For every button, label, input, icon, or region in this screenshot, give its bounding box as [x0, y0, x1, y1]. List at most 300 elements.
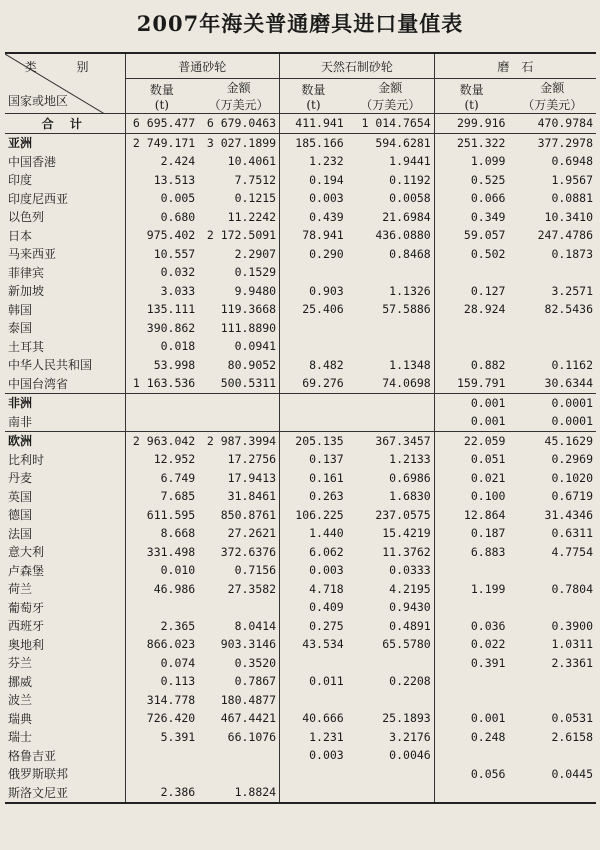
row-label: 泰国	[8, 321, 33, 336]
qty-cell: 0.349	[434, 208, 508, 227]
qty-cell: 2 963.042	[125, 431, 198, 450]
amt-cell	[347, 654, 434, 673]
qty-cell	[280, 337, 347, 356]
amt-cell: 30.6344	[544, 376, 593, 391]
amt-cell	[198, 393, 279, 412]
qty-header: 数量 (t)	[434, 79, 508, 114]
amt-header: 金额 （万美元）	[522, 81, 583, 112]
table-row	[5, 598, 596, 617]
qty-cell: 0.021	[434, 469, 508, 488]
amt-cell: 0.0001	[551, 414, 593, 429]
amt-cell	[508, 337, 596, 356]
amt-cell: 0.1192	[389, 172, 431, 187]
amt-cell: 17.2756	[227, 452, 277, 467]
qty-cell	[434, 561, 508, 580]
row-label: 英国	[8, 489, 33, 504]
table-row	[5, 152, 596, 171]
qty-cell: 0.001	[434, 709, 508, 728]
qty-cell	[434, 746, 508, 765]
qty-cell: 1.199	[434, 580, 508, 599]
amt-cell: 1.1326	[389, 283, 431, 298]
amt-cell: 7.7512	[234, 172, 277, 187]
qty-cell	[125, 393, 198, 412]
amt-cell: 9.9480	[234, 283, 277, 298]
qty-cell: 53.998	[125, 356, 198, 375]
table-row	[5, 543, 596, 562]
row-label: 俄罗斯联邦	[8, 767, 69, 782]
qty-cell: 0.439	[280, 208, 347, 227]
qty-cell: 0.001	[434, 393, 508, 412]
amt-cell: 0.1162	[551, 357, 593, 372]
qty-cell: 0.003	[280, 561, 347, 580]
amt-cell: 467.4421	[220, 711, 277, 726]
qty-cell: 0.005	[125, 189, 198, 208]
qty-cell: 0.022	[434, 635, 508, 654]
amt-cell: 0.9430	[389, 600, 431, 615]
qty-header: 数量 (t)	[280, 79, 347, 114]
amt-cell: 0.8468	[389, 246, 431, 261]
qty-cell: 5.391	[125, 728, 198, 747]
amt-cell: 436.0880	[375, 228, 431, 243]
qty-cell: 1.440	[280, 524, 347, 543]
amt-cell: 27.3582	[227, 581, 277, 596]
qty-cell: 0.409	[280, 598, 347, 617]
table-row	[5, 450, 596, 469]
qty-cell: 78.941	[280, 226, 347, 245]
table-row	[5, 245, 596, 264]
qty-cell	[434, 598, 508, 617]
amt-cell: 0.3900	[551, 618, 593, 633]
amt-cell: 65.5780	[382, 637, 431, 652]
amt-cell: 10.3410	[544, 209, 593, 224]
amt-cell	[198, 765, 279, 784]
table-row	[5, 487, 596, 506]
amt-cell	[198, 598, 279, 617]
qty-cell: 7.685	[125, 487, 198, 506]
amt-cell: 82.5436	[544, 302, 593, 317]
row-label: 以色列	[8, 210, 45, 225]
amt-cell: 594.6281	[347, 133, 434, 152]
qty-cell: 0.275	[280, 617, 347, 636]
qty-cell: 411.941	[280, 114, 347, 134]
qty-cell	[280, 765, 347, 784]
qty-cell	[280, 654, 347, 673]
table-row	[5, 300, 596, 319]
row-label: 荷兰	[8, 582, 33, 597]
amt-cell: 21.6984	[382, 209, 431, 224]
amt-cell	[508, 746, 596, 765]
amt-cell: 1 014.7654	[347, 114, 434, 134]
row-label: 瑞典	[8, 711, 33, 726]
qty-cell: 8.482	[280, 356, 347, 375]
qty-cell: 0.003	[280, 189, 347, 208]
qty-cell	[280, 412, 347, 431]
amt-cell: 8.0414	[234, 618, 277, 633]
qty-cell: 0.882	[434, 356, 508, 375]
amt-cell: 0.2969	[551, 452, 593, 467]
table-row	[5, 524, 596, 543]
amt-cell: 3.2176	[389, 729, 431, 744]
qty-header: 数量 (t)	[125, 79, 198, 114]
row-label: 斯洛文尼亚	[5, 783, 125, 803]
amt-cell: 57.5886	[382, 302, 431, 317]
row-label: 韩国	[8, 302, 33, 317]
qty-cell: 0.525	[434, 171, 508, 190]
table-row	[5, 765, 596, 784]
qty-cell: 0.248	[434, 728, 508, 747]
qty-cell	[280, 393, 347, 412]
qty-cell: 0.290	[280, 245, 347, 264]
amt-cell: 0.0001	[508, 393, 596, 412]
qty-cell: 6.749	[125, 469, 198, 488]
qty-cell: 0.036	[434, 617, 508, 636]
amt-cell: 15.4219	[382, 526, 431, 541]
table-row	[5, 282, 596, 301]
amt-cell: 45.1629	[508, 431, 596, 450]
qty-cell: 0.113	[125, 672, 198, 691]
row-label: 挪威	[8, 674, 33, 689]
amt-cell: 1.9567	[551, 172, 593, 187]
table-row	[5, 189, 596, 208]
corner-header	[5, 53, 125, 114]
qty-cell: 0.137	[280, 450, 347, 469]
amt-cell	[508, 672, 596, 691]
amt-cell: 2 987.3994	[198, 431, 279, 450]
qty-cell: 2 749.171	[125, 133, 198, 152]
amt-cell: 4.2195	[389, 581, 431, 596]
qty-cell: 10.557	[125, 245, 198, 264]
amt-cell: 25.1893	[382, 711, 431, 726]
row-label: 德国	[8, 508, 33, 523]
amt-cell: 2.3361	[551, 655, 593, 670]
amt-header: 金额 （万美元）	[360, 81, 421, 112]
amt-cell: 0.0333	[389, 563, 431, 578]
amt-cell: 2.2907	[234, 246, 277, 261]
qty-cell: 0.680	[125, 208, 198, 227]
region-row	[5, 133, 596, 152]
qty-cell: 159.791	[434, 374, 508, 393]
amt-cell: 2.6158	[551, 729, 593, 744]
amt-cell: 0.0058	[389, 191, 431, 206]
qty-cell: 25.406	[280, 300, 347, 319]
group-header-natural-stone-wheel: 天然石制砂轮	[280, 53, 435, 79]
amt-cell: 180.4877	[220, 692, 277, 707]
qty-cell	[280, 319, 347, 338]
amt-cell: 27.2621	[227, 526, 277, 541]
qty-cell: 13.513	[125, 171, 198, 190]
table-row	[5, 672, 596, 691]
page-title: 2007年海关普通磨具进口量值表	[136, 11, 464, 36]
qty-cell	[434, 672, 508, 691]
amt-cell	[347, 691, 434, 710]
qty-cell: 6.062	[280, 543, 347, 562]
amt-cell: 80.9052	[227, 357, 277, 372]
amt-cell: 3.2571	[551, 283, 593, 298]
qty-cell: 0.100	[434, 487, 508, 506]
qty-cell: 299.916	[434, 114, 508, 134]
amt-cell: 0.7156	[234, 563, 277, 578]
amt-cell: 3 027.1899	[198, 133, 279, 152]
amt-cell: 0.4891	[389, 618, 431, 633]
table-row	[5, 356, 596, 375]
qty-cell	[434, 263, 508, 282]
table-row	[5, 709, 596, 728]
amt-cell: 111.8890	[220, 320, 277, 335]
table-row	[5, 783, 596, 803]
qty-cell: 46.986	[125, 580, 198, 599]
row-label: 日本	[8, 228, 33, 243]
qty-cell: 2.365	[125, 617, 198, 636]
qty-cell: 28.924	[434, 300, 508, 319]
amt-cell: 0.7804	[551, 581, 593, 596]
region-row	[5, 393, 596, 412]
amt-cell: 31.8461	[227, 489, 277, 504]
amt-cell: 1.1348	[389, 357, 431, 372]
amt-cell: 17.9413	[227, 470, 277, 485]
row-label: 南非	[8, 414, 33, 429]
import-table	[5, 52, 596, 804]
qty-cell: 0.074	[125, 654, 198, 673]
row-label: 波兰	[8, 693, 33, 708]
total-row	[5, 114, 596, 134]
qty-cell: 0.051	[434, 450, 508, 469]
amt-cell: 0.1020	[551, 470, 593, 485]
amt-cell: 1.8824	[198, 783, 279, 803]
qty-cell	[434, 691, 508, 710]
qty-cell: 2.386	[125, 783, 198, 803]
amt-cell: 1.6830	[389, 489, 431, 504]
amt-cell	[508, 691, 596, 710]
amt-cell: 0.6311	[551, 526, 593, 541]
qty-cell	[125, 412, 198, 431]
row-label: 非洲	[5, 393, 125, 412]
qty-cell: 69.276	[280, 374, 347, 393]
amt-cell: 0.0046	[389, 748, 431, 763]
table-row	[5, 561, 596, 580]
amt-cell	[508, 598, 596, 617]
qty-cell: 0.502	[434, 245, 508, 264]
row-label: 芬兰	[8, 656, 33, 671]
qty-cell: 1.099	[434, 152, 508, 171]
row-label: 中国香港	[8, 154, 57, 169]
qty-cell: 3.033	[125, 282, 198, 301]
amt-cell: 11.2242	[227, 209, 277, 224]
row-label: 意大利	[8, 545, 45, 560]
row-label: 印度	[8, 173, 33, 188]
row-label: 丹麦	[8, 471, 33, 486]
qty-cell: 975.402	[125, 226, 198, 245]
qty-cell: 0.001	[434, 412, 508, 431]
row-label: 中国台湾省	[8, 376, 69, 391]
qty-cell: 12.864	[434, 506, 508, 525]
amt-cell	[347, 263, 434, 282]
qty-cell: 8.668	[125, 524, 198, 543]
qty-cell: 0.187	[434, 524, 508, 543]
qty-cell: 6 695.477	[125, 114, 198, 134]
amt-cell: 0.1529	[234, 265, 277, 280]
amt-cell: 377.2978	[508, 133, 596, 152]
row-label: 比利时	[8, 452, 45, 467]
qty-cell	[280, 783, 347, 803]
row-label: 印度尼西亚	[8, 191, 69, 206]
amt-header: 金额 （万美元）	[208, 81, 269, 112]
table-row	[5, 171, 596, 190]
group-header-common-wheel: 普通砂轮	[125, 53, 280, 79]
amt-cell	[347, 337, 434, 356]
amt-cell: 372.6376	[220, 544, 277, 559]
table-row	[5, 617, 596, 636]
amt-cell: 66.1076	[227, 729, 277, 744]
group-header-whetstone: 磨 石	[434, 53, 596, 79]
qty-cell	[434, 783, 508, 803]
amt-cell: 247.4786	[537, 228, 593, 243]
qty-cell: 135.111	[125, 300, 198, 319]
country-label: 国家或地区	[8, 94, 69, 108]
table-row	[5, 506, 596, 525]
amt-cell: 0.0445	[551, 766, 593, 781]
amt-cell: 367.3457	[347, 431, 434, 450]
amt-cell	[347, 412, 434, 431]
amt-cell: 74.0698	[382, 376, 431, 391]
amt-cell	[508, 783, 596, 803]
table-row	[5, 691, 596, 710]
qty-cell: 1.232	[280, 152, 347, 171]
qty-cell: 0.263	[280, 487, 347, 506]
row-label: 卢森堡	[8, 563, 45, 578]
qty-cell: 866.023	[125, 635, 198, 654]
amt-cell	[508, 319, 596, 338]
qty-cell: 0.003	[280, 746, 347, 765]
qty-cell	[434, 319, 508, 338]
qty-cell: 0.032	[125, 263, 198, 282]
amt-cell: 0.7867	[234, 674, 277, 689]
qty-cell: 43.534	[280, 635, 347, 654]
qty-cell: 4.718	[280, 580, 347, 599]
qty-cell: 0.194	[280, 171, 347, 190]
amt-cell: 1.0311	[551, 637, 593, 652]
qty-cell: 12.952	[125, 450, 198, 469]
qty-cell: 0.903	[280, 282, 347, 301]
amt-cell: 0.2208	[389, 674, 431, 689]
row-label: 西班牙	[8, 619, 45, 634]
qty-cell: 251.322	[434, 133, 508, 152]
amt-cell	[508, 561, 596, 580]
amt-cell: 6 679.0463	[198, 114, 279, 134]
qty-cell: 0.056	[434, 765, 508, 784]
row-label: 瑞士	[8, 730, 33, 745]
amt-cell: 0.0531	[551, 711, 593, 726]
amt-cell: 11.3762	[382, 544, 431, 559]
category-label: 类 别	[24, 60, 107, 74]
table-row	[5, 226, 596, 245]
qty-cell	[125, 746, 198, 765]
amt-cell: 0.1873	[551, 246, 593, 261]
qty-cell: 6.883	[434, 543, 508, 562]
row-label: 菲律宾	[8, 265, 45, 280]
amt-cell: 4.7754	[551, 544, 593, 559]
qty-cell	[125, 765, 198, 784]
qty-cell: 0.127	[434, 282, 508, 301]
region-row	[5, 431, 596, 450]
qty-cell	[125, 598, 198, 617]
table-row	[5, 374, 596, 393]
amt-cell: 0.6948	[551, 154, 593, 169]
qty-cell	[280, 263, 347, 282]
qty-cell: 1 163.536	[125, 374, 198, 393]
table-row	[5, 654, 596, 673]
qty-cell: 59.057	[434, 226, 508, 245]
table-row	[5, 728, 596, 747]
row-label: 法国	[8, 526, 33, 541]
amt-cell	[347, 783, 434, 803]
qty-cell: 106.225	[280, 506, 347, 525]
row-label: 合 计	[5, 114, 125, 134]
table-row	[5, 746, 596, 765]
qty-cell: 611.595	[125, 506, 198, 525]
amt-cell: 1.2133	[389, 452, 431, 467]
amt-cell	[198, 412, 279, 431]
amt-cell	[198, 746, 279, 765]
row-label: 格鲁吉亚	[8, 748, 57, 763]
qty-cell: 0.018	[125, 337, 198, 356]
row-label: 欧洲	[5, 431, 125, 450]
amt-cell	[347, 393, 434, 412]
amt-cell: 31.4346	[544, 507, 593, 522]
amt-cell: 1.9441	[389, 154, 431, 169]
row-label: 亚洲	[5, 133, 125, 152]
amt-cell: 500.5311	[220, 376, 277, 391]
amt-cell: 0.1215	[234, 191, 277, 206]
qty-cell: 22.059	[434, 431, 508, 450]
table-row	[5, 337, 596, 356]
amt-cell	[508, 263, 596, 282]
table-row	[5, 580, 596, 599]
table-row	[5, 319, 596, 338]
row-label: 葡萄牙	[8, 600, 45, 615]
row-label: 中华人民共和国	[8, 358, 93, 373]
qty-cell: 0.391	[434, 654, 508, 673]
amt-cell: 237.0575	[375, 507, 431, 522]
qty-cell: 0.010	[125, 561, 198, 580]
row-label: 土耳其	[8, 339, 45, 354]
qty-cell: 205.135	[280, 431, 347, 450]
amt-cell	[347, 319, 434, 338]
qty-cell: 726.420	[125, 709, 198, 728]
qty-cell: 0.161	[280, 469, 347, 488]
amt-cell: 0.6719	[551, 489, 593, 504]
table-row	[5, 469, 596, 488]
qty-cell: 314.778	[125, 691, 198, 710]
qty-cell: 390.862	[125, 319, 198, 338]
amt-cell: 119.3668	[220, 302, 277, 317]
qty-cell: 1.231	[280, 728, 347, 747]
amt-cell: 0.0881	[551, 191, 593, 206]
qty-cell: 331.498	[125, 543, 198, 562]
qty-cell: 0.011	[280, 672, 347, 691]
row-label: 马来西亚	[8, 247, 57, 262]
table-row	[5, 412, 596, 431]
table-row	[5, 208, 596, 227]
amt-cell: 0.6986	[389, 470, 431, 485]
row-label: 新加坡	[8, 284, 45, 299]
qty-cell: 0.066	[434, 189, 508, 208]
amt-cell: 0.0941	[234, 339, 277, 354]
table-row	[5, 635, 596, 654]
amt-cell: 0.3520	[234, 655, 277, 670]
amt-cell: 850.8761	[220, 507, 277, 522]
table-row	[5, 263, 596, 282]
qty-cell: 185.166	[280, 133, 347, 152]
